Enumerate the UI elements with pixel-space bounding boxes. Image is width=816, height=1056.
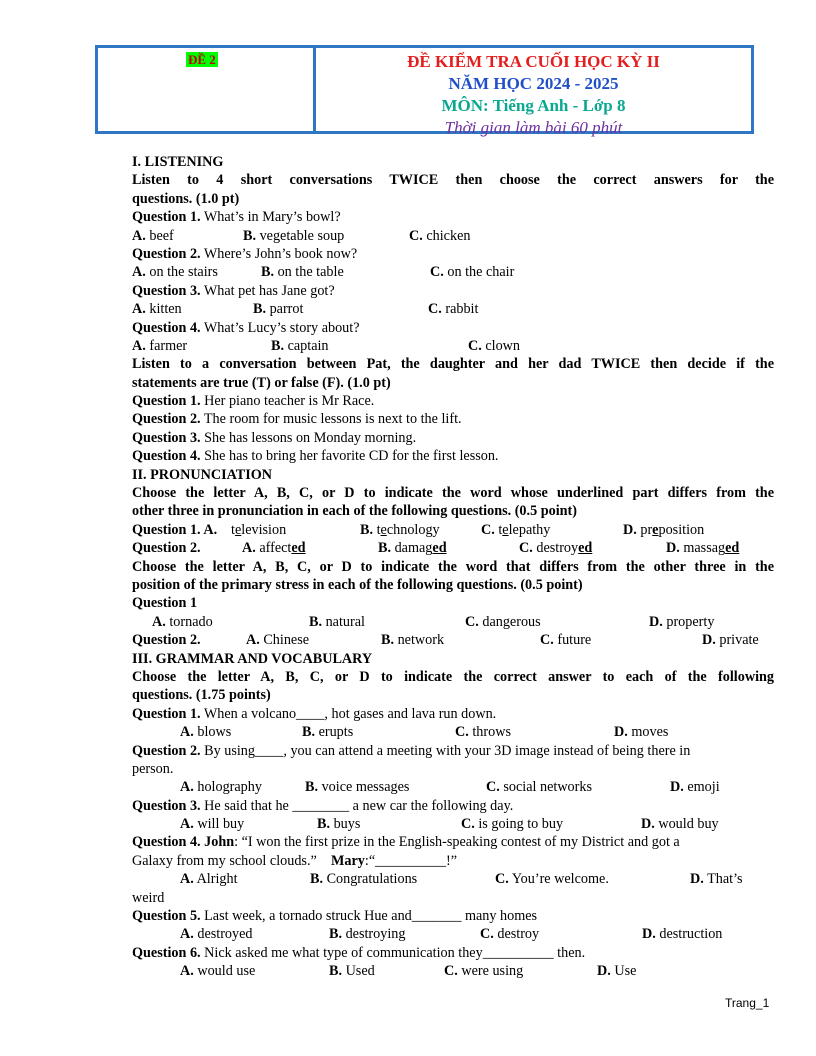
answer-options: [132, 870, 774, 888]
answer-options: [132, 925, 774, 943]
exam-header: [95, 45, 754, 137]
instruction: statements are true (T) or false (F). (1.0 pt): [132, 374, 391, 391]
question-stem: [132, 319, 774, 337]
answer-options: [132, 300, 774, 318]
option-a: A. blows: [180, 724, 232, 741]
question-stem: Question 1. When a volcano____, hot gases and lava run down.: [132, 705, 497, 722]
option-c: C. rabbit: [428, 301, 479, 318]
question-stem-cont: person.: [132, 760, 174, 777]
instruction: questions. (1.0 pt): [132, 190, 240, 207]
option-a: A. holography: [180, 779, 262, 796]
statement: Question 1. Her piano teacher is Mr Race.: [132, 393, 375, 410]
header-left-cell: [98, 48, 316, 131]
option-b: B. network: [381, 632, 445, 649]
page-number: Trang_1: [725, 996, 770, 1010]
section-title: II. PRONUNCIATION: [132, 466, 273, 483]
header-right-cell: [316, 48, 751, 137]
pronunciation-question: [132, 539, 774, 557]
option-c: C. clown: [468, 337, 521, 354]
option-d: D. emoji: [670, 779, 720, 796]
question-number: Question 2.: [132, 632, 201, 649]
option-d: D. private: [702, 632, 759, 649]
answer-options: [132, 778, 774, 796]
option-b: B. buys: [317, 816, 361, 833]
option-d: D. would buy: [641, 816, 719, 833]
option-a: A. kitten: [132, 301, 182, 318]
question-stem: [132, 245, 774, 263]
answer-options: [132, 263, 774, 281]
option-b: B. voice messages: [305, 779, 410, 796]
option-c: C. social networks: [486, 779, 592, 796]
instruction: Choose the letter A, B, C, or D to indicate the word that differs from the other three in the: [132, 558, 774, 575]
option-a: A. affected: [242, 540, 306, 557]
pronunciation-question: [132, 521, 774, 539]
question-number: Question 3.: [132, 282, 201, 299]
question-stem: Question 4. John: “I won the first prize in the English-speaking contest of my District and got a: [132, 834, 680, 851]
question-number: Question 4.: [132, 319, 201, 336]
answer-options: [132, 337, 774, 355]
option-b: B. natural: [309, 613, 365, 630]
instruction: Listen to a conversation between Pat, the daughter and her dad TWICE then decide if the: [132, 356, 774, 373]
option-b: B. parrot: [253, 301, 304, 318]
question-stem: Question 2. By using____, you can attend a meeting with your 3D image instead of being there in: [132, 742, 691, 759]
option-a: A. will buy: [180, 816, 245, 833]
option-c: C. chicken: [409, 227, 471, 244]
exam-body: [132, 153, 774, 981]
option-d: D. moves: [614, 724, 669, 741]
answer-options: [132, 631, 774, 649]
answer-option-cont: weird: [132, 889, 165, 906]
option-b: B. damaged: [378, 540, 447, 557]
option-d: D. massaged: [666, 540, 740, 557]
answer-options: [132, 227, 774, 245]
question-number: Question 2.: [132, 540, 201, 557]
time-limit: Thời gian làm bài 60 phút: [444, 118, 623, 137]
question-text: What’s in Mary’s bowl?: [200, 209, 341, 226]
option-a: A. Alright: [180, 871, 238, 888]
question-stem: [132, 208, 774, 226]
option-d: D. That’s: [690, 871, 743, 888]
option-c: C. You’re welcome.: [495, 871, 609, 888]
option-c: C. destroy: [480, 926, 540, 943]
section-title: III. GRAMMAR AND VOCABULARY: [132, 650, 373, 667]
option-c: C. were using: [444, 963, 524, 980]
exam-code-badge: ĐỀ 2: [188, 52, 216, 67]
exam-title: ĐỀ KIỂM TRA CUỐI HỌC KỲ II: [407, 52, 660, 71]
option-a: A. tornado: [152, 613, 213, 630]
option-b: B. Used: [329, 963, 375, 980]
answer-options: [132, 815, 774, 833]
option-a: A. Chinese: [246, 632, 310, 649]
instruction: position of the primary stress in each of the following questions. (0.5 point): [132, 576, 583, 593]
option-b: B. erupts: [302, 724, 354, 741]
instruction: other three in pronunciation in each of the following questions. (0.5 point): [132, 503, 577, 520]
section-title: I. LISTENING: [132, 154, 224, 170]
question-text: What pet has Jane got?: [200, 282, 335, 299]
instruction: Choose the letter A, B, C, or D to indicate the word whose underlined part differs from the: [132, 485, 774, 502]
option-c: C. is going to buy: [461, 816, 564, 833]
instruction: Listen to 4 short conversations TWICE then choose the correct answers for the: [132, 172, 774, 189]
option-c: C. destroyed: [519, 540, 593, 557]
question-number: Question 1. A.: [132, 521, 218, 538]
option-c: C. future: [540, 632, 592, 649]
option-a: television: [231, 521, 287, 538]
question-text: Where’s John’s book now?: [200, 245, 358, 262]
option-b: B. Congratulations: [310, 871, 418, 888]
option-b: B. technology: [360, 521, 440, 538]
statement: Question 2. The room for music lessons is next to the lift.: [132, 411, 462, 428]
question-stem: [132, 282, 774, 300]
instruction: Choose the letter A, B, C, or D to indicate the correct answer to each of the following: [132, 668, 774, 685]
instruction: questions. (1.75 points): [132, 687, 271, 704]
statement: Question 3. She has lessons on Monday morning.: [132, 429, 417, 446]
question-number: Question 2.: [132, 245, 201, 262]
option-a: A. on the stairs: [132, 264, 218, 281]
statement: Question 4. She has to bring her favorite CD for the first lesson.: [132, 448, 499, 465]
option-d: D. destruction: [642, 926, 723, 943]
answer-options: [132, 613, 774, 631]
answer-options: [132, 962, 774, 980]
option-c: C. telepathy: [481, 521, 551, 538]
school-year: NĂM HỌC 2024 - 2025: [448, 74, 619, 93]
option-d: D. Use: [597, 963, 637, 980]
question-stem: Question 5. Last week, a tornado struck Hue and_______ many homes: [132, 908, 538, 925]
option-a: A. would use: [180, 963, 256, 980]
option-d: D. property: [649, 613, 715, 630]
question-stem: Question 6. Nick asked me what type of communication they__________ then.: [132, 944, 586, 961]
option-b: B. on the table: [261, 264, 344, 281]
option-a: A. beef: [132, 227, 174, 244]
option-b: B. captain: [271, 337, 329, 354]
option-d: D. preposition: [623, 521, 705, 538]
option-c: C. dangerous: [465, 613, 541, 630]
question-number: Question 1.: [132, 209, 201, 226]
question-stem-cont: Galaxy from my school clouds.” Mary:“__________!”: [132, 852, 458, 869]
option-b: B. vegetable soup: [243, 227, 345, 244]
question-stem: Question 3. He said that he ________ a new car the following day.: [132, 797, 514, 814]
option-b: B. destroying: [329, 926, 406, 943]
subject: MÔN: Tiếng Anh - Lớp 8: [441, 96, 626, 115]
option-c: C. throws: [455, 724, 511, 741]
option-c: C. on the chair: [430, 264, 515, 281]
answer-options: [132, 723, 774, 741]
question-number: Question 1: [132, 595, 198, 612]
option-a: A. farmer: [132, 337, 188, 354]
question-text: What’s Lucy’s story about?: [200, 319, 360, 336]
option-a: A. destroyed: [180, 926, 253, 943]
